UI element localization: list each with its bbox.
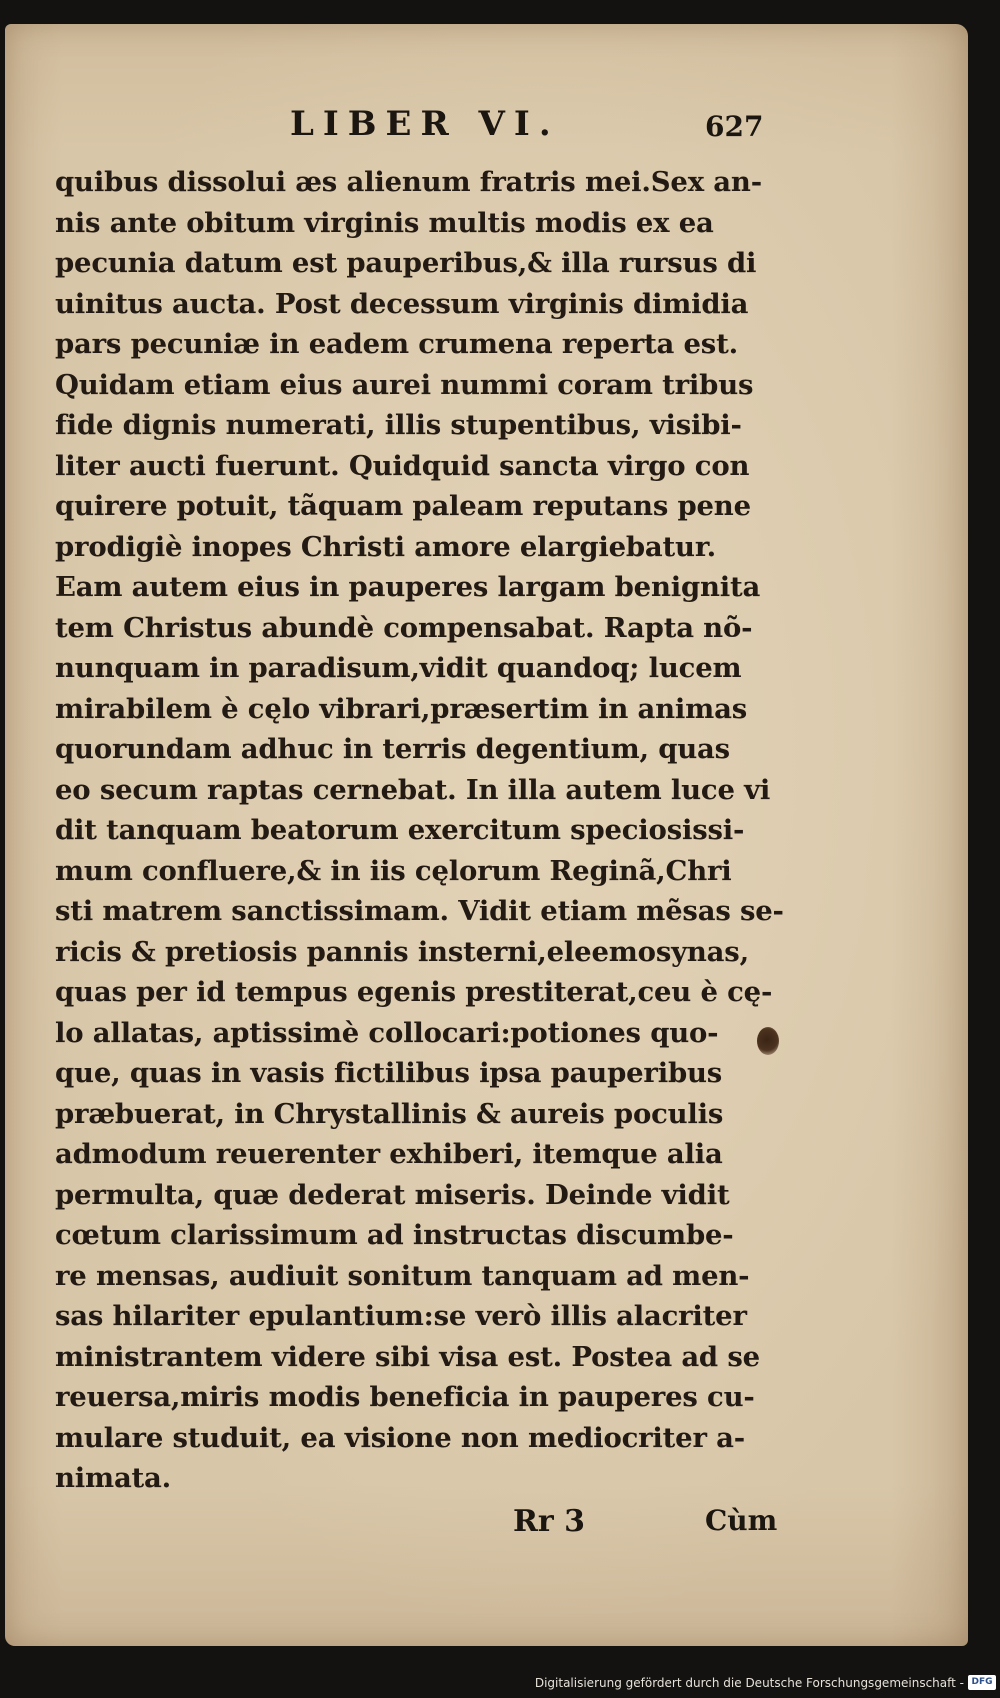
text-line: Eam autem eius in pauperes largam benignita: [55, 571, 761, 603]
text-line: pars pecuniæ in eadem crumena reperta est.: [55, 328, 738, 360]
text-line: præbuerat, in Chrystallinis & aureis poculis: [55, 1097, 724, 1130]
text-line: eo secum raptas cernebat. In illa autem luce vi: [55, 773, 771, 806]
text-line: sti matrem sanctissimam. Vidit etiam mẽsas se-: [55, 895, 784, 927]
dfg-logo-text: DFG: [971, 1677, 993, 1687]
running-title: LIBER VI.: [290, 104, 560, 144]
text-line: mirabilem è cęlo vibrari,præsertim in animas: [55, 692, 747, 725]
text-line: nimata.: [55, 1462, 172, 1494]
text-line: quibus dissolui æs alienum fratris mei.Sex an-: [55, 166, 762, 198]
text-line: ricis & pretiosis pannis insterni,eleemosynas,: [55, 935, 749, 968]
body-text: [55, 162, 785, 1499]
page-footer: [5, 1504, 968, 1544]
text-line: uinitus aucta. Post decessum virginis dimidia: [55, 287, 749, 320]
text-line: quorundam adhuc in terris degentium, quas: [55, 733, 730, 765]
text-line: re mensas, audiuit sonitum tanquam ad men-: [55, 1259, 750, 1292]
ink-stain: [757, 1027, 779, 1055]
dfg-logo-icon: [968, 1675, 996, 1690]
digitization-credit-bar: [0, 1668, 1000, 1698]
text-line: que, quas in vasis fictilibus ipsa pauperibus: [55, 1057, 723, 1089]
text-line: permulta, quæ dederat miseris. Deinde vidit: [55, 1178, 730, 1211]
book-page: [5, 24, 968, 1646]
credit-text: Digitalisierung gefördert durch die Deutsche Forschungsgemeinschaft -: [534, 1676, 964, 1690]
page-number: 627: [705, 110, 764, 143]
text-line: mum confluere,& in iis cęlorum Reginã,Chri: [55, 854, 732, 887]
text-line: fide dignis numerati, illis stupentibus, visibi-: [55, 409, 742, 441]
text-line: cœtum clarissimum ad instructas discumbe-: [55, 1219, 734, 1251]
catchword: Cùm: [705, 1504, 778, 1537]
text-line: pecunia datum est pauperibus,& illa rursus di: [55, 247, 757, 279]
text-line: quirere potuit, tãquam paleam reputans pene: [55, 490, 751, 522]
text-line: mulare studuit, ea visione non mediocriter a-: [55, 1421, 745, 1454]
text-line: Quidam etiam eius aurei nummi coram tribus: [55, 368, 754, 401]
text-line: ministrantem videre sibi visa est. Postea ad se: [55, 1340, 760, 1373]
text-line: nunquam in paradisum,vidit quandoq; lucem: [55, 652, 742, 684]
text-line: reuersa,miris modis beneficia in pauperes cu-: [55, 1381, 755, 1413]
text-line: quas per id tempus egenis prestiterat,ceu è cę-: [55, 976, 773, 1008]
text-line: prodigiè inopes Christi amore elargiebatur.: [55, 530, 716, 563]
page-header: [5, 104, 968, 154]
signature-mark: Rr 3: [513, 1504, 586, 1539]
text-line: dit tanquam beatorum exercitum speciosissi-: [55, 814, 745, 846]
text-line: liter aucti fuerunt. Quidquid sancta virgo con: [55, 449, 750, 482]
text-line: sas hilariter epulantium:se verò illis alacriter: [55, 1300, 747, 1332]
text-line: nis ante obitum virginis multis modis ex ea: [55, 206, 714, 239]
text-line: lo allatas, aptissimè collocari:potiones quo-: [55, 1016, 719, 1049]
text-line: admodum reuerenter exhiberi, itemque alia: [55, 1138, 723, 1170]
text-line: tem Christus abundè compensabat. Rapta nõ-: [55, 611, 753, 644]
